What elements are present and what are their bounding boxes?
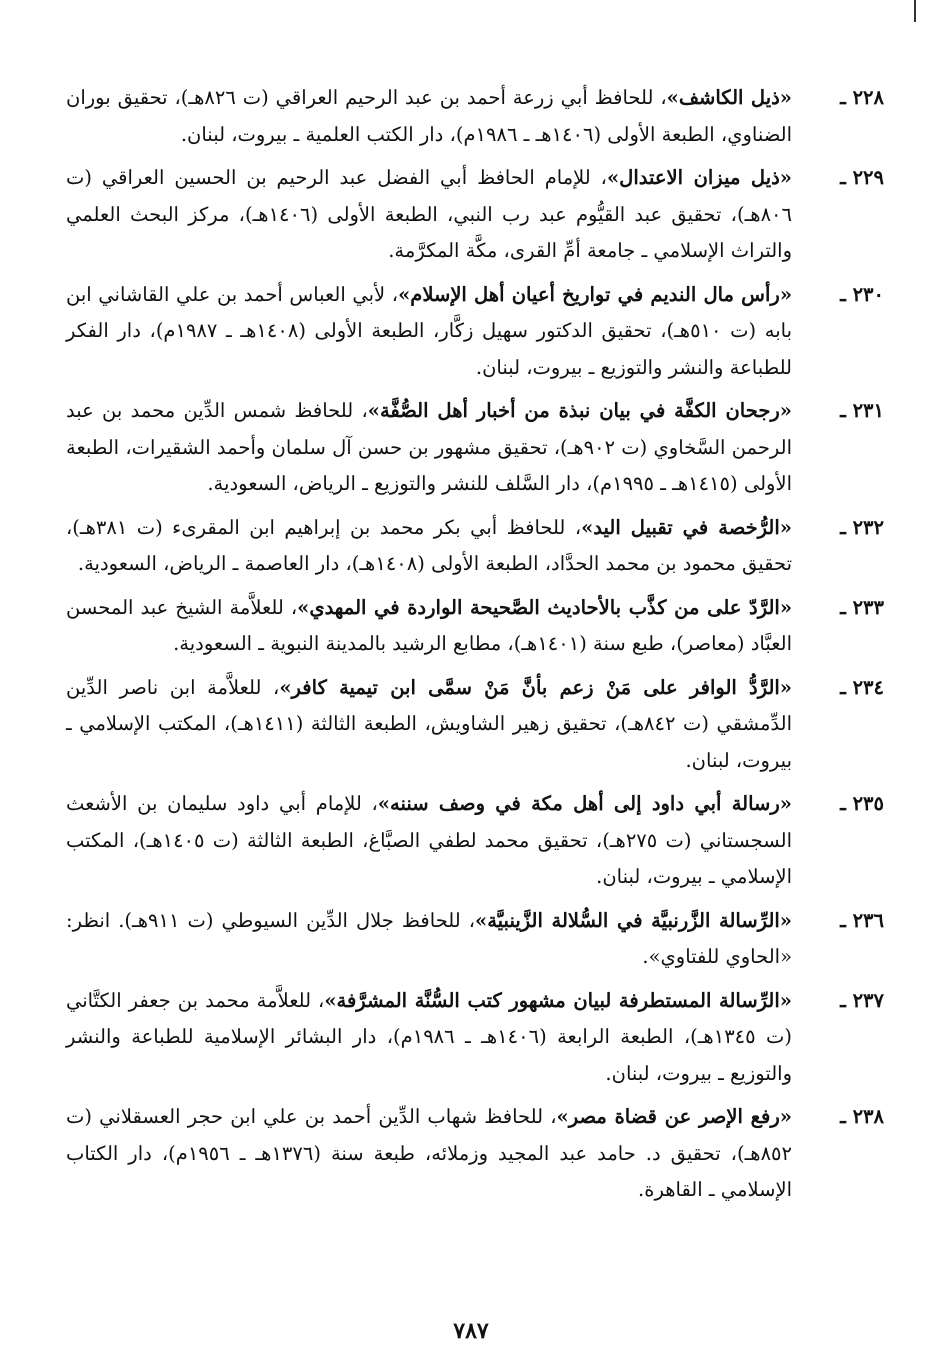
- entry-title: «رفع الإصر عن قضاة مصر»: [556, 1105, 792, 1128]
- scan-corner-mark: [914, 0, 916, 22]
- entry-title: «رجحان الكفَّة في بيان نبذة من أخبار أهل الصُّفَّة»: [367, 399, 792, 422]
- entry-text: ، للعلاَّمة ابن ناصر الدِّين الدِّمشقي (ت ٨٤٢هـ)، تحقيق زهير الشاويش، الطبعة الثالثة (١٤١١هـ)، المكتب الإسلامي ـ بيروت، لبنان.: [66, 675, 793, 772]
- entry-text: ، للحافظ أبي زرعة أحمد بن عبد الرحيم العراقي (ت ٨٢٦هـ)، تحقيق بوران الضناوي، الطبعة الأولى (١٤٠٦هـ ـ ١٩٨٦م)، دار الكتب العلمية ـ بيروت، لبنان.: [66, 86, 792, 146]
- entry-text: ، للإمام الحافظ أبي الفضل عبد الرحيم بن الحسين العراقي (ت ٨٠٦هـ)، تحقيق عبد القيُّوم عبد رب النبي، الطبعة الأولى (١٤٠٦هـ)، مركز البحث العلمي والتراث الإسلامي ـ جامعة أمِّ القرى، مكَّة المكرَّمة.: [66, 166, 792, 262]
- bibliography-entry: [66, 510, 884, 583]
- entry-title: «الرَّدّ على من كذَّب بالأحاديث الصَّحيحة الواردة في المهدي»: [297, 595, 792, 619]
- bibliography-entry: [66, 1099, 884, 1209]
- bibliography-entry: [66, 160, 884, 270]
- entry-title: «رأس مال النديم في تواريخ أعيان أهل الإسلام»: [398, 282, 793, 306]
- bibliography-entry: [66, 983, 884, 1093]
- entry-text: ، لأبي العباس أحمد بن علي القاشاني ابن بابه (ت ٥١٠هـ)، تحقيق الدكتور سهيل زكَّار، الطبعة الأولى (١٤٠٨هـ ـ ١٩٨٧م)، دار الفكر للطباعة والنشر والتوزيع ـ بيروت، لبنان.: [66, 282, 792, 379]
- bibliography-entry: [66, 786, 884, 896]
- entry-number: ٢٣٨ ـ: [840, 1105, 884, 1128]
- bibliography-entry: [66, 277, 884, 387]
- entry-title: «ذيل الكاشف»: [666, 86, 792, 109]
- entry-number: ٢٣٠ ـ: [840, 282, 884, 306]
- bibliography-list: [66, 80, 884, 1216]
- entry-text: ، للحافظ شهاب الدِّين أحمد بن علي ابن حجر العسقلاني (ت ٨٥٢هـ)، تحقيق د. حامد عبد المجيد وزملائه، طبعة سنة (١٣٧٦هـ ـ ١٩٥٦م)، دار الكتاب الإسلامي ـ القاهرة.: [66, 1105, 792, 1201]
- entry-text: ، للعلاَّمة محمد بن جعفر الكتَّاني (ت ١٣٤٥هـ)، الطبعة الرابعة (١٤٠٦هـ ـ ١٩٨٦م)، دار البشائر الإسلامية للطباعة والنشر والتوزيع ـ بيروت، لبنان.: [66, 988, 792, 1085]
- entry-number: ٢٣٤ ـ: [840, 675, 884, 699]
- bibliography-entry: [66, 393, 884, 503]
- entry-text: ، للحافظ شمس الدِّين محمد بن عبد الرحمن السَّخاوي (ت ٩٠٢هـ)، تحقيق مشهور بن حسن آل سلمان وأحمد الشقيرات، الطبعة الأولى (١٤١٥هـ ـ ١٩٩٥م)، دار السَّلف للنشر والتوزيع ـ الرياض، السعودية.: [66, 399, 792, 495]
- bibliography-entry: [66, 903, 884, 976]
- entry-number: ٢٣١ ـ: [840, 399, 884, 422]
- entry-number: ٢٣٧ ـ: [840, 988, 884, 1012]
- bibliography-entry: [66, 80, 884, 153]
- page-number: ٧٨٧: [453, 1318, 489, 1344]
- entry-title: «ذيل ميزان الاعتدال»: [606, 166, 792, 189]
- entry-title: «الرَّدُّ الوافر على مَنْ زعم بأنَّ مَنْ سمَّى ابن تيمية كافر»: [279, 675, 792, 699]
- entry-number: ٢٣٣ ـ: [840, 595, 884, 619]
- entry-title: «الرُّخصة في تقبيل اليد»: [581, 515, 792, 539]
- bibliography-entry: [66, 670, 884, 780]
- entry-title: «رسالة أبي داود إلى أهل مكة في وصف سننه»: [377, 792, 792, 815]
- entry-number: ٢٢٨ ـ: [840, 86, 884, 109]
- entry-number: ٢٣٦ ـ: [840, 908, 884, 932]
- entry-text: ، للحافظ أبي بكر محمد بن إبراهيم ابن المقرىء (ت ٣٨١هـ)، تحقيق محمود بن محمد الحدَّاد، الطبعة الأولى (١٤٠٨هـ)، دار العاصمة ـ الرياض، السعودية.: [66, 515, 792, 575]
- entry-title: «الرِّسالة المستطرفة لبيان مشهور كتب السُّنَّة المشرَّفة»: [324, 988, 792, 1012]
- entry-text: ، للحافظ جلال الدِّين السيوطي (ت ٩١١هـ). انظر: «الحاوي للفتاوي».: [66, 908, 792, 968]
- entry-text: ، للإمام أبي داود سليمان بن الأشعث السجستاني (ت ٢٧٥هـ)، تحقيق محمد لطفي الصبَّاغ، الطبعة الثالثة (ت ١٤٠٥هـ)، المكتب الإسلامي ـ بيروت، لبنان.: [66, 792, 792, 888]
- entry-number: ٢٣٥ ـ: [840, 792, 884, 815]
- entry-text: ، للعلاَّمة الشيخ عبد المحسن العبَّاد (معاصر)، طبع سنة (١٤٠١هـ)، مطابع الرشيد بالمدينة النبوية ـ السعودية.: [66, 595, 792, 655]
- bibliography-entry: [66, 590, 884, 663]
- entry-title: «الرِّسالة الزَّرنبيَّة في السُّلالة الزَّينبيَّة»: [475, 908, 792, 932]
- entry-number: ٢٢٩ ـ: [840, 166, 884, 189]
- entry-number: ٢٣٢ ـ: [840, 515, 884, 539]
